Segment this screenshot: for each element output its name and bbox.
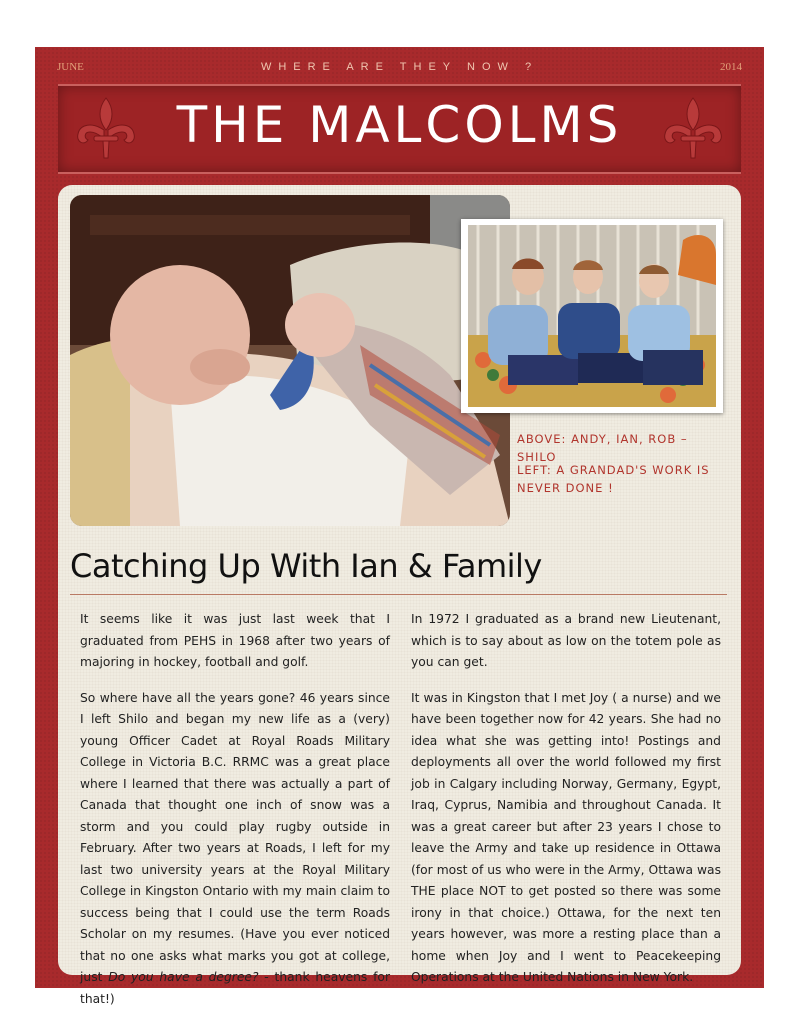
- paragraph: It seems like it was just last week that I graduated from PEHS in 1968 after two years of majoring in hockey, football and golf.: [80, 612, 390, 669]
- section-title: WHERE ARE THEY NOW ?: [260, 61, 539, 73]
- article-headline: Catching Up With Ian & Family: [70, 547, 542, 585]
- title-banner: [58, 84, 741, 174]
- paragraph: [80, 688, 390, 1011]
- paragraph-text: So where have all the years gone? 46 years since I left Shilo and began my new life as a (very) young Officer Cadet at Royal Roads Military College in Victoria B.C. RRMC was a great place where I learned that there was actually a part of Canada that thought one inch of snow was a storm and you could play rugby outside in February. After two years at Roads, I left for my last two university years at the Royal Military College in Kingston Ontario with my main claim to success being that I could use the term Roads Scholar on my resumes. (Have you ever noticed that no one asks what marks you got at college, just: [80, 690, 390, 984]
- newsletter-page: [35, 47, 764, 1006]
- fleur-de-lis-icon: [657, 92, 729, 164]
- article-column-left: [80, 609, 390, 1024]
- main-photo: [70, 195, 510, 526]
- article-panel: [58, 185, 741, 1006]
- family-photo-frame: [461, 219, 723, 413]
- issue-year: 2014: [720, 61, 742, 73]
- emphasis-text: Do you have a degree?: [108, 970, 259, 984]
- article-column-right: [411, 609, 721, 1003]
- andy-ian-rob-photo: [468, 225, 716, 407]
- grandad-baby-photo: [70, 195, 510, 526]
- newsletter-title: THE MALCOLMS: [176, 96, 623, 154]
- top-bar: [35, 61, 764, 77]
- paragraph: In 1972 I graduated as a brand new Lieutenant, which is to say about as low on the totem pole as you can get.: [411, 612, 721, 669]
- paragraph-text: - thank heavens for that!): [80, 970, 390, 1006]
- issue-month: JUNE: [57, 61, 84, 73]
- caption-left: LEFT: A GRANDAD'S WORK IS NEVER DONE !: [517, 463, 710, 495]
- caption-above: ABOVE: ANDY, IAN, ROB – SHILO: [517, 432, 688, 464]
- paragraph: It was in Kingston that I met Joy ( a nurse) and we have been together now for 42 years. She had no idea what she was getting into! Postings and deployments all over the world followed my first job in Calgary including Norway, Germany, Egypt, Iraq, Cyprus, Namibia and throughout Canada. It was a great career but after 23 years I chose to leave the Army and take up residence in Ottawa (for most of us who were in the Army, Ottawa was THE place NOT to get posted so there was some irony in that choice.) Ottawa, for the next ten years however, was more a resting place than a home when Joy and I went to Peacekeeping Operations at the United Nations in New York.: [411, 690, 721, 984]
- headline-divider: [70, 594, 727, 595]
